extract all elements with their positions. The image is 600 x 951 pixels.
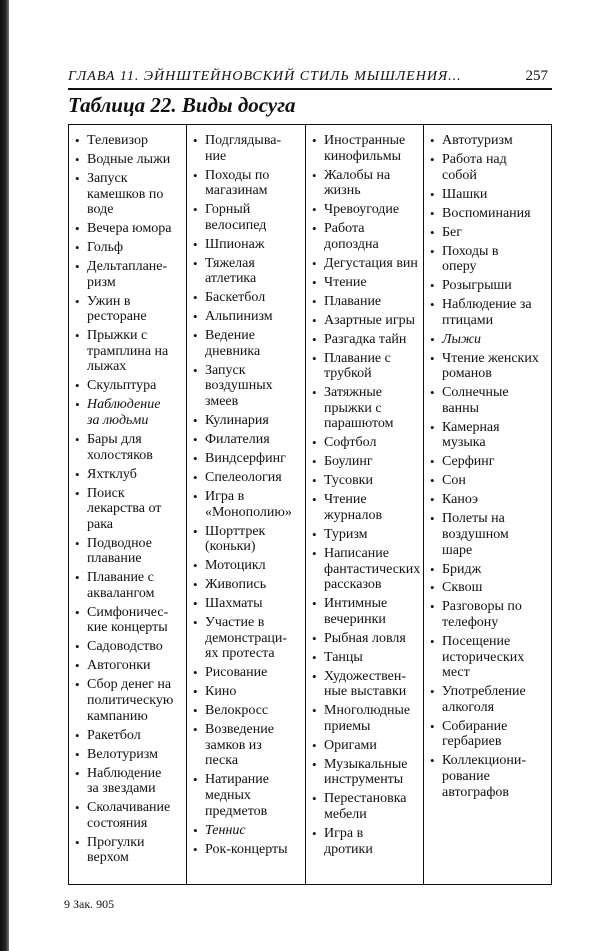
list-item: • Запуск воздушных змеев [193, 363, 305, 410]
list-item: • Игра в дротики [312, 826, 423, 857]
list-item: • Танцы [312, 650, 423, 666]
list-item: • Рисование [193, 665, 305, 681]
list-item: • Солнечные ванны [430, 385, 550, 416]
list-item: • Каноэ [430, 492, 550, 508]
list-item: • Воспоминания [430, 206, 550, 222]
list-item: • Кино [193, 684, 305, 700]
list-item: • Плавание с аквалангом [75, 570, 186, 601]
list-item: • Серфинг [430, 454, 550, 470]
list-item: • Разговоры по телефону [430, 599, 550, 630]
list-item: • Вечера юмора [75, 221, 186, 237]
list-item: • Музыкальные инструменты [312, 757, 423, 788]
list-item: • Дегустация вин [312, 256, 423, 272]
list-item: • Скульптура [75, 378, 186, 394]
list-item: • Употребление алкоголя [430, 684, 550, 715]
list-item: • Работа допоздна [312, 221, 423, 252]
list-item: • Автогонки [75, 658, 186, 674]
list-item: • Сколачивание состояния [75, 800, 186, 831]
list-item: • Чтение [312, 275, 423, 291]
list-item: • Виндсерфинг [193, 451, 305, 467]
list-item: • Коллекциони- рование автографов [430, 753, 550, 800]
list-item: • Поиск лекарства от рака [75, 486, 186, 533]
list-item: • Шашки [430, 187, 550, 203]
list-item: • Шпионаж [193, 237, 305, 253]
list-item: • Садоводство [75, 639, 186, 655]
list-item: • Написание фантастических рассказов [312, 546, 423, 593]
table-column-1 [69, 125, 187, 884]
list-item: • Игра в «Монополию» [193, 489, 305, 520]
list-item: • Походы в оперу [430, 244, 550, 275]
list-item: • Сбор денег на политическую кампанию [75, 677, 186, 724]
list-item: • Художествен- ные выставки [312, 669, 423, 700]
list-item: • Возведение замков из песка [193, 722, 305, 769]
list-item: • Бридж [430, 562, 550, 578]
list-item: • Запуск камешков по воде [75, 171, 186, 218]
list-item: • Рыбная ловля [312, 631, 423, 647]
list-item: • Мотоцикл [193, 558, 305, 574]
list-item: • Плавание с трубкой [312, 351, 423, 382]
list-item: • Софтбол [312, 435, 423, 451]
list-item: • Тусовки [312, 473, 423, 489]
list-item: • Подводное плавание [75, 536, 186, 567]
chapter-title: ГЛАВА 11. ЭЙНШТЕЙНОВСКИЙ СТИЛЬ МЫШЛЕНИЯ... [68, 69, 462, 84]
list-item: • Прыжки с трамплина на лыжах [75, 328, 186, 375]
list-item: • Кулинария [193, 413, 305, 429]
list-item: • Чтение женских романов [430, 351, 550, 382]
list-item: • Затяжные прыжки с парашютом [312, 385, 423, 432]
list-item: • Ужин в ресторане [75, 294, 186, 325]
list-item: • Водные лыжи [75, 152, 186, 168]
printer-signature: 9 Зак. 905 [64, 897, 115, 911]
page-number: 257 [525, 68, 548, 84]
list-item: • Плавание [312, 294, 423, 310]
table-column-2 [187, 125, 306, 884]
list-item: • Походы по магазинам [193, 168, 305, 199]
list-item: • Многолюдные приемы [312, 703, 423, 734]
table-title: Таблица 22. Виды досуга [68, 93, 296, 117]
list-item: • Иностранные кинофильмы [312, 133, 423, 164]
list-item: • Разгадка тайн [312, 332, 423, 348]
table-column-3 [306, 125, 424, 884]
list-item: • Рок-концерты [193, 842, 305, 858]
list-item: • Туризм [312, 527, 423, 543]
leisure-table [68, 124, 552, 885]
list-item: • Боулинг [312, 454, 423, 470]
list-item: • Камерная музыка [430, 420, 550, 451]
list-item: • Спелеология [193, 470, 305, 486]
list-item: • Сквош [430, 580, 550, 596]
table-column-4 [424, 125, 550, 884]
list-item: • Велокросс [193, 703, 305, 719]
list-item: • Чтение журналов [312, 492, 423, 523]
list-item: • Собирание гербариев [430, 719, 550, 750]
list-item: • Тяжелая атлетика [193, 256, 305, 287]
list-item: • Участие в демонстраци- ях протеста [193, 615, 305, 662]
list-item: • Теннис [193, 823, 305, 839]
list-item: • Перестановка мебели [312, 791, 423, 822]
list-item: • Телевизор [75, 133, 186, 149]
list-item: • Дельтаплане- ризм [75, 259, 186, 290]
list-item: • Посещение исторических мест [430, 634, 550, 681]
list-item: • Гольф [75, 240, 186, 256]
list-item: • Наблюдение за людьми [75, 397, 186, 428]
list-item: • Работа над собой [430, 152, 550, 183]
list-item: • Альпинизм [193, 309, 305, 325]
list-item: • Яхтклуб [75, 467, 186, 483]
list-item: • Баскетбол [193, 290, 305, 306]
list-item: • Наблюдение за звездами [75, 766, 186, 797]
list-item: • Бары для холостяков [75, 432, 186, 463]
list-item: • Велотуризм [75, 747, 186, 763]
list-item: • Розыгрыши [430, 278, 550, 294]
list-item: • Оригами [312, 738, 423, 754]
list-item: • Чревоугодие [312, 202, 423, 218]
list-item: • Филателия [193, 432, 305, 448]
list-item: • Ракетбол [75, 728, 186, 744]
list-item: • Подглядыва- ние [193, 133, 305, 164]
list-item: • Шорттрек (коньки) [193, 524, 305, 555]
list-item: • Бег [430, 225, 550, 241]
list-item: • Азартные игры [312, 313, 423, 329]
list-item: • Лыжи [430, 332, 550, 348]
list-item: • Горный велосипед [193, 202, 305, 233]
list-item: • Прогулки верхом [75, 835, 186, 866]
list-item: • Сон [430, 473, 550, 489]
list-item: • Шахматы [193, 596, 305, 612]
list-item: • Живопись [193, 577, 305, 593]
list-item: • Полеты на воздушном шаре [430, 511, 550, 558]
list-item: • Автотуризм [430, 133, 550, 149]
list-item: • Наблюдение за птицами [430, 297, 550, 328]
list-item: • Ведение дневника [193, 328, 305, 359]
scan-edge-shadow [0, 0, 9, 951]
list-item: • Натирание медных предметов [193, 772, 305, 819]
list-item: • Жалобы на жизнь [312, 168, 423, 199]
list-item: • Симфоничес- кие концерты [75, 605, 186, 636]
list-item: • Интимные вечеринки [312, 596, 423, 627]
running-header [68, 68, 552, 90]
